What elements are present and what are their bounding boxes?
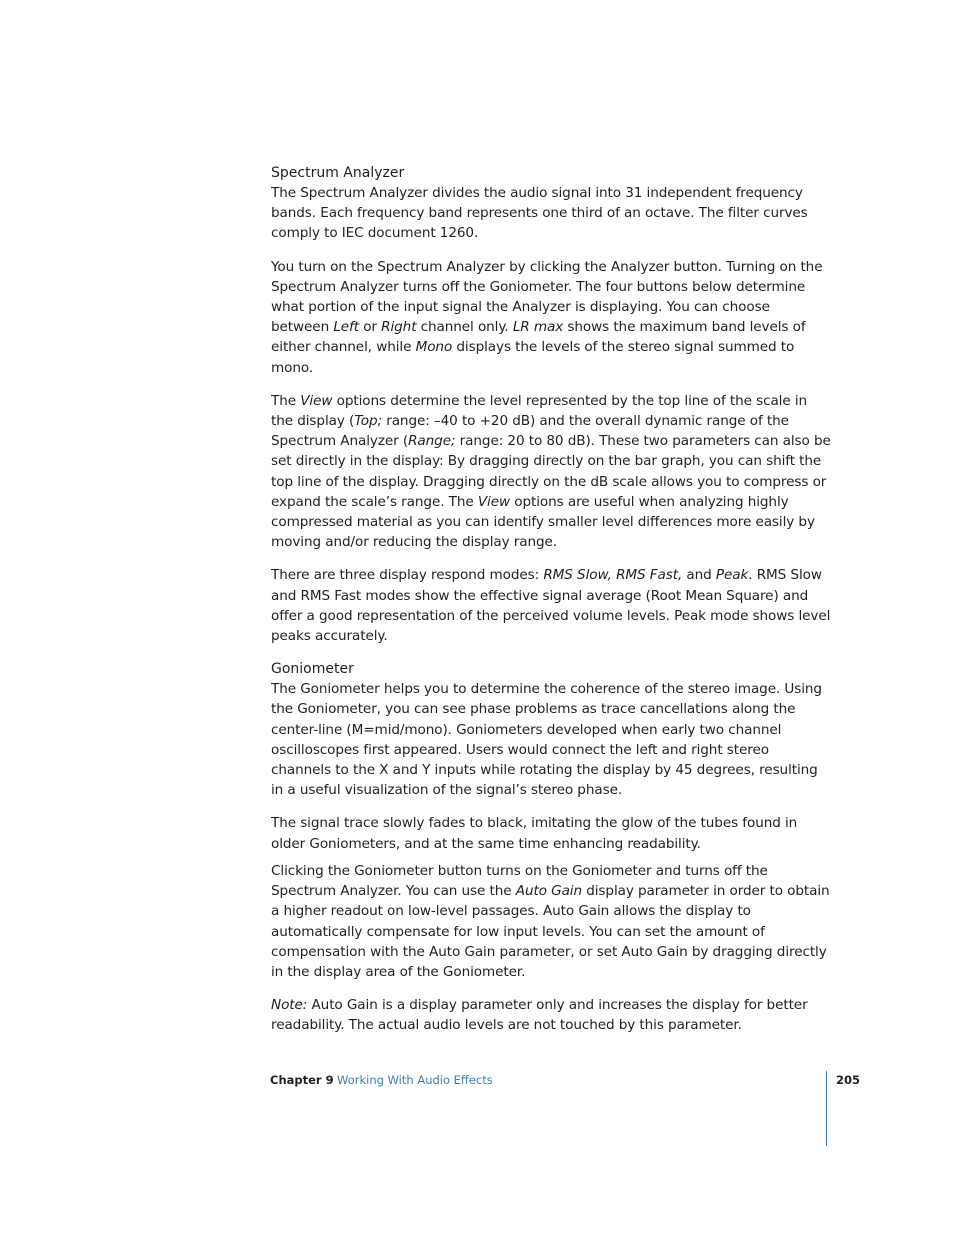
italic-term: Top; xyxy=(354,413,382,430)
paragraph: The Spectrum Analyzer divides the audio signal into 31 independent frequency bands. Each frequency band represents one third of an octave. The filter curves comply to IEC document 1260. xyxy=(271,185,808,242)
paragraph: The Goniometer helps you to determine the coherence of the stereo image. Using the Goniometer, you can see phase problems as trace cancellations along the center-line (M=mid/mono). Goniometers developed when early two channel oscilloscopes first appeared. Users would connect the left and right stereo channels to the X and Y inputs while rotating the display by 45 degrees, resulting in a useful visualization of the signal’s stereo phase. xyxy=(271,681,822,799)
paragraph: You turn on the Spectrum Analyzer by clicking the Analyzer button. Turning on the Spectrum Analyzer turns off the Goniometer. The four buttons below determine what portion of the input signal the Analyzer is displaying. You can choose between Left or Right channel only. LR max shows the maximum band levels of either channel, while Mono displays the levels of the stereo signal summed to mono. xyxy=(271,258,823,376)
chapter-label: Chapter 9 xyxy=(270,1073,334,1087)
italic-term: Peak xyxy=(715,567,749,584)
italic-term: Range; xyxy=(408,433,456,450)
section-heading: Spectrum Analyzer xyxy=(271,165,405,181)
section-heading: Goniometer xyxy=(271,661,354,678)
section-spectrum-analyzer xyxy=(271,163,831,646)
italic-term: Mono xyxy=(415,339,453,356)
note-paragraph: Note: Auto Gain is a display parameter only and increases the display for better readability. The actual audio levels are not touched by this parameter. xyxy=(271,997,808,1034)
footer-divider xyxy=(826,1071,827,1146)
paragraph: There are three display respond modes: RMS Slow, RMS Fast, and Peak. RMS Slow and RMS Fast modes show the effective signal average (Root Mean Square) and offer a good representation of the perceived volume levels. Peak mode shows level peaks accurately. xyxy=(271,567,831,645)
italic-term: View xyxy=(300,392,333,409)
page-number: 205 xyxy=(836,1073,861,1087)
paragraph: The signal trace slowly fades to black, imitating the glow of the tubes found in older Goniometers, and at the same time enhancing readability. xyxy=(271,815,798,852)
page-body xyxy=(271,163,831,1049)
italic-term: Note: xyxy=(271,997,308,1014)
section-goniometer xyxy=(271,659,831,1035)
page-footer xyxy=(0,1071,954,1091)
paragraph: Clicking the Goniometer button turns on the Goniometer and turns off the Spectrum Analyzer. You can use the Auto Gain display parameter in order to obtain a higher readout on low-level passages. Auto Gain allows the display to automatically compensate for low input levels. You can set the amount of compensation with the Auto Gain parameter, or set Auto Gain by dragging directly in the display area of the Goniometer. xyxy=(271,862,830,980)
italic-term: Auto Gain xyxy=(515,883,582,900)
italic-term: RMS Slow, RMS Fast, xyxy=(543,567,683,584)
paragraph: The View options determine the level represented by the top line of the scale in the display (Top; range: –40 to +20 dB) and the overall dynamic range of the Spectrum Analyzer (Range; range: 20 to 80 dB). These two parameters can also be set directly in the display: By dragging directly on the bar graph, you can shift the top line of the display. Dragging directly on the dB scale allows you to compress or expand the scale’s range. The View options are useful when analyzing highly compressed material as you can identify smaller level differences more easily by moving and/or reducing the display range. xyxy=(271,392,831,551)
chapter-title-link[interactable]: Working With Audio Effects xyxy=(337,1073,493,1087)
italic-term: LR max xyxy=(512,319,564,336)
italic-term: View xyxy=(477,493,511,510)
italic-term: Right xyxy=(381,319,417,336)
italic-term: Left xyxy=(333,319,359,336)
